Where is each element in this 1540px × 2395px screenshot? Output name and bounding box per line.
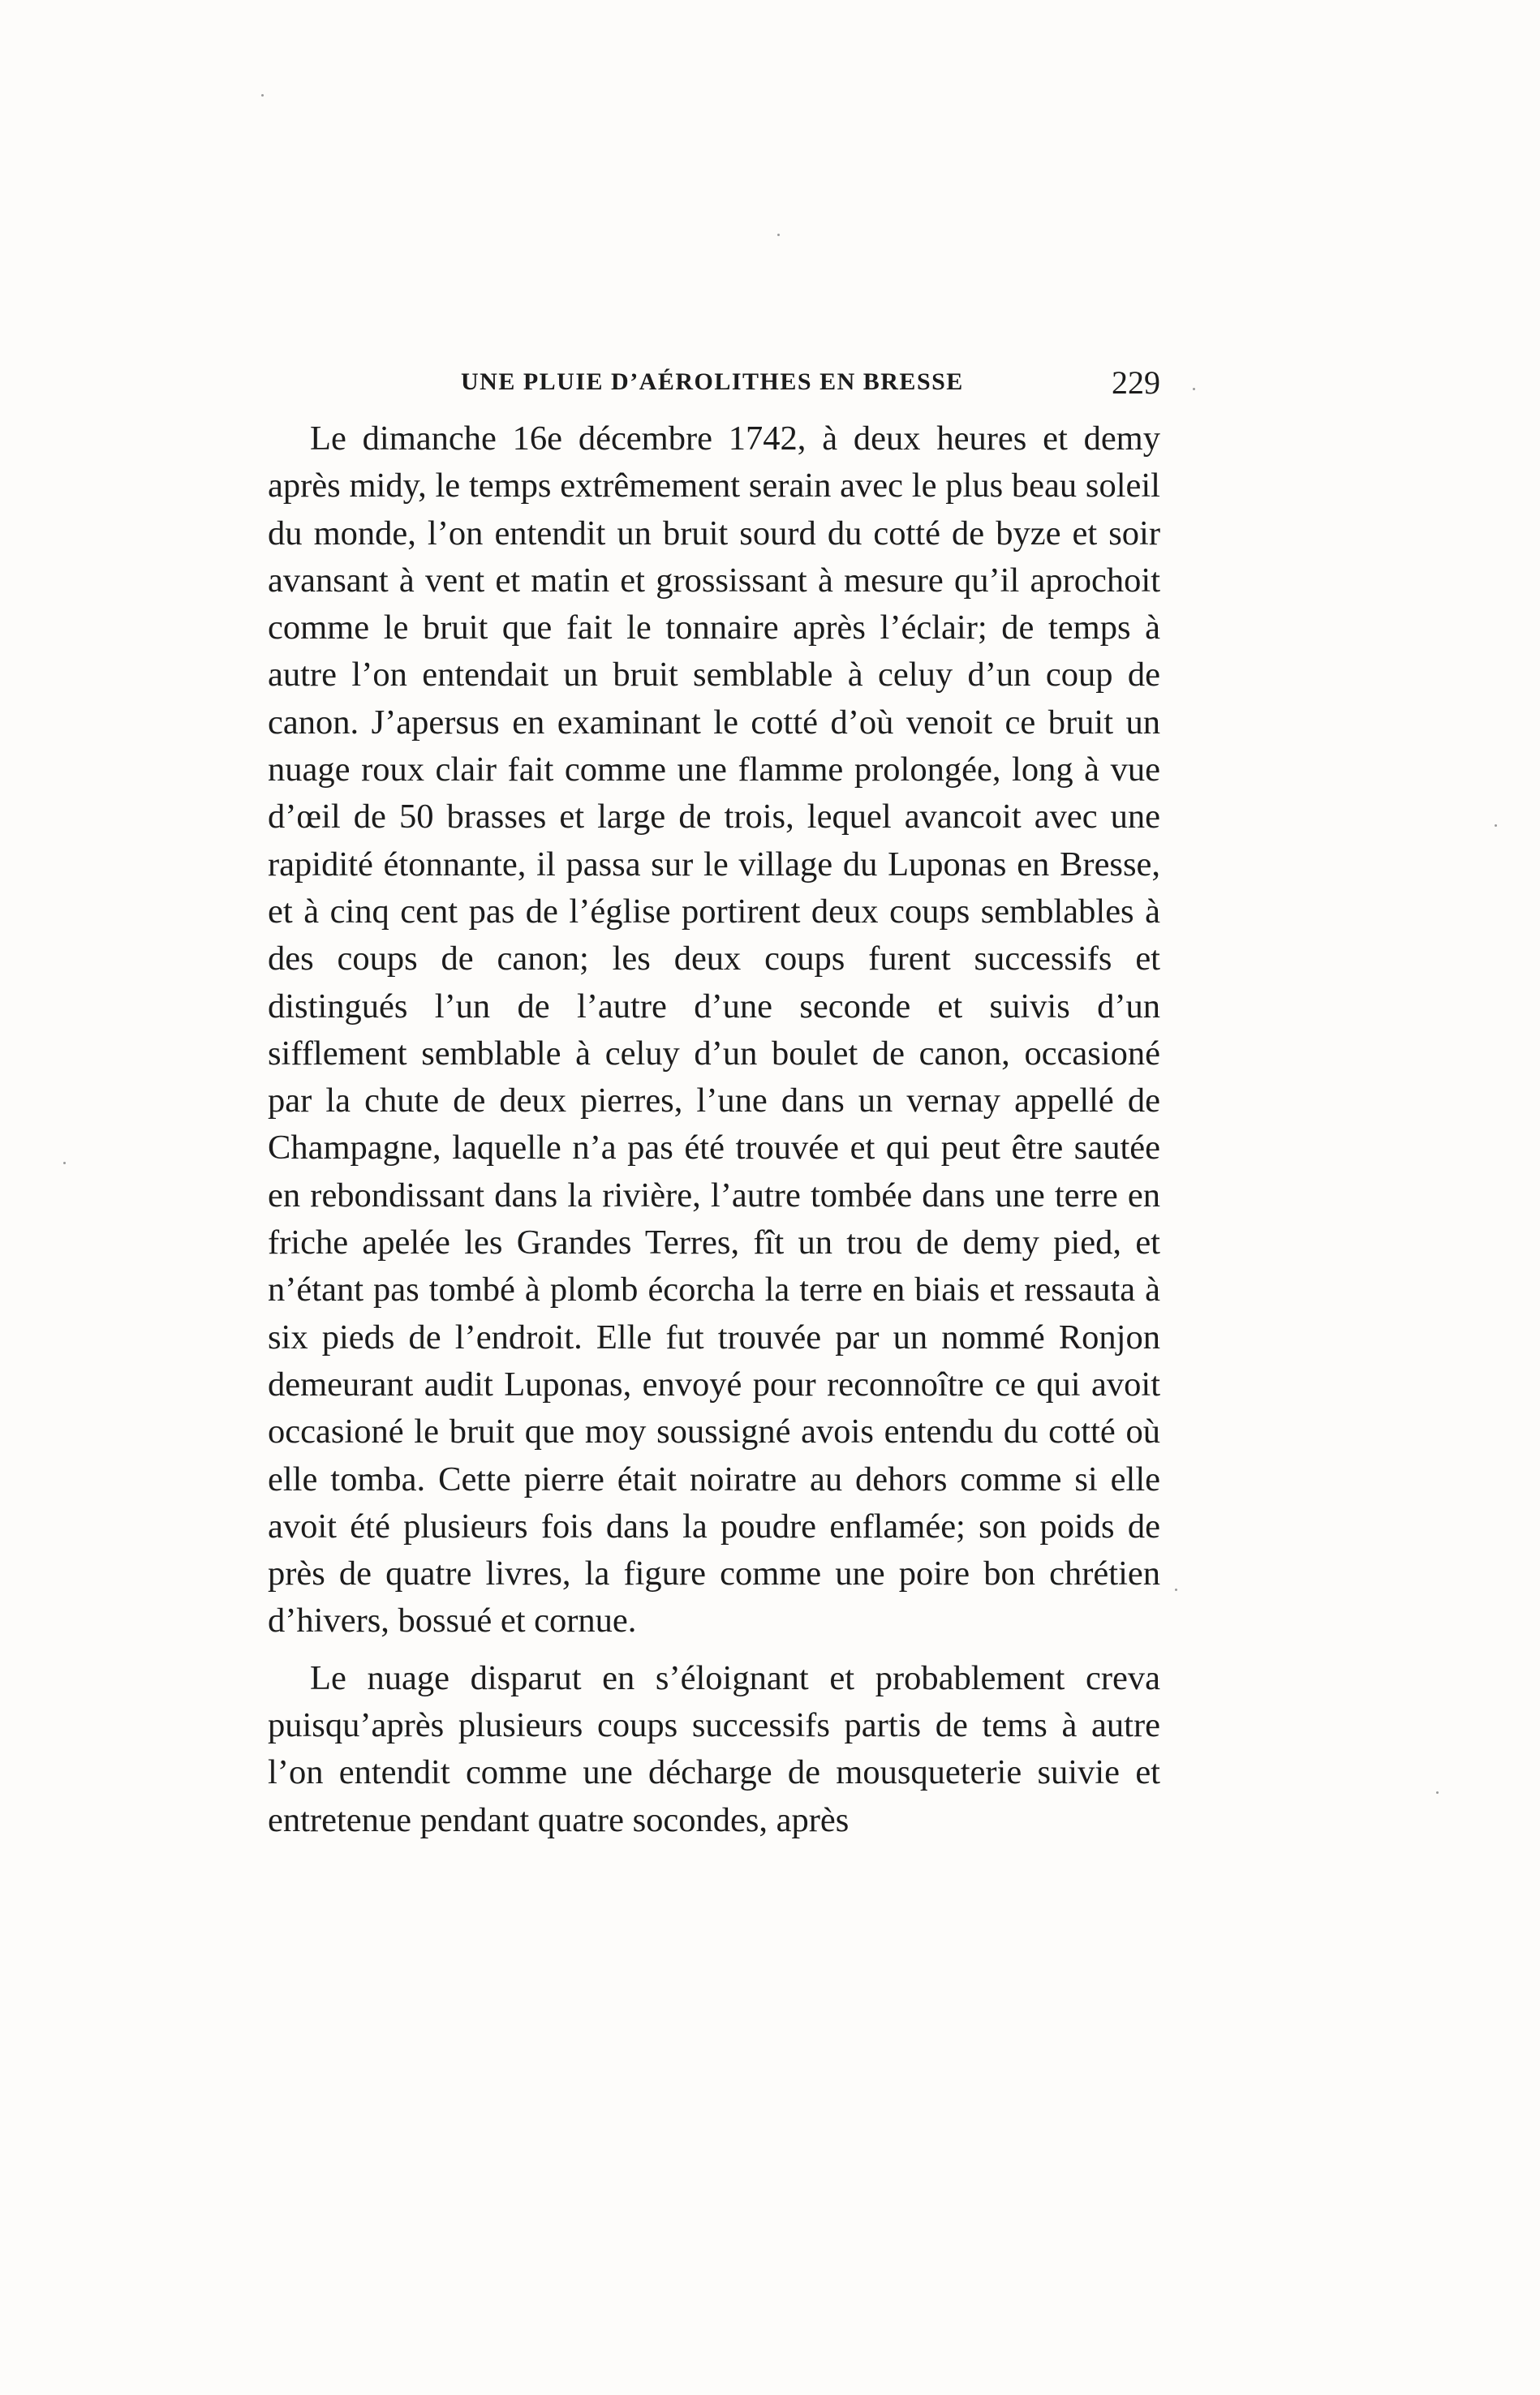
running-title: UNE PLUIE D’AÉROLITHES EN BRESSE [461,368,964,395]
paragraph-1: Le dimanche 16e décembre 1742, à deux heures et demy après midy, le temps extrêmement serain avec le plus beau soleil du monde, l’on entendit un bruit sourd du cotté de byze et soir avansant à vent et matin et grossissant à mesure qu’il aprochoit comme le bruit que fait le tonnaire après l’éclair; de temps à autre l’on entendait un bruit semblable à celuy d’un coup de canon. J’apersus en examinant le cotté d’où venoit ce bruit un nuage roux clair fait comme une flamme prolongée, long à vue d’œil de 50 brasses et large de trois, lequel avancoit avec une rapidité étonnante, il passa sur le village du Luponas en Bresse, et à cinq cent pas de l’église portirent deux coups semblables à des coups de canon; les deux coups furent successifs et distingués l’un de l’autre d’une seconde et suivis d’un sifflement semblable à celuy d’un boulet de canon, occasioné par la chute de deux pierres, l’une dans un vernay appellé de Champagne, laquelle n’a pas été trouvée et qui peut être sautée en rebondissant dans la rivière, l’autre tombée dans une terre en friche apelée les Grandes Terres, fît un trou de demy pied, et n’étant pas tombé à plomb écorcha la terre en biais et ressauta à six pieds de l’endroit. Elle fut trouvée par un nommé Ronjon demeurant audit Luponas, envoyé pour reconnoître ce qui avoit occasioné le bruit que moy soussigné avois entendu du cotté où elle tomba. Cette pierre était noiratre au dehors comme si elle avoit été plusieurs fois dans la poudre enflamée; son poids de près de quatre livres, la figure comme une poire bon chrétien d’hivers, bossué et cornue. [268,419,1160,1640]
scan-speck [63,1162,66,1164]
running-head [268,363,1160,412]
scan-speck [261,94,264,97]
paragraph-2: Le nuage disparut en s’éloignant et probablement creva puisqu’après plusieurs coups successifs partis de tems à autre l’on entendit comme une décharge de mousqueterie suivie et entretenue pendant quatre socondes, après [268,1658,1160,1839]
page-number: 229 [1112,364,1160,401]
scan-speck [1495,824,1497,827]
scan-speck [1175,1589,1177,1591]
body-text [268,415,1160,1844]
scan-speck [1436,1791,1439,1794]
scan-speck [777,234,780,236]
scan-speck [1193,388,1195,390]
